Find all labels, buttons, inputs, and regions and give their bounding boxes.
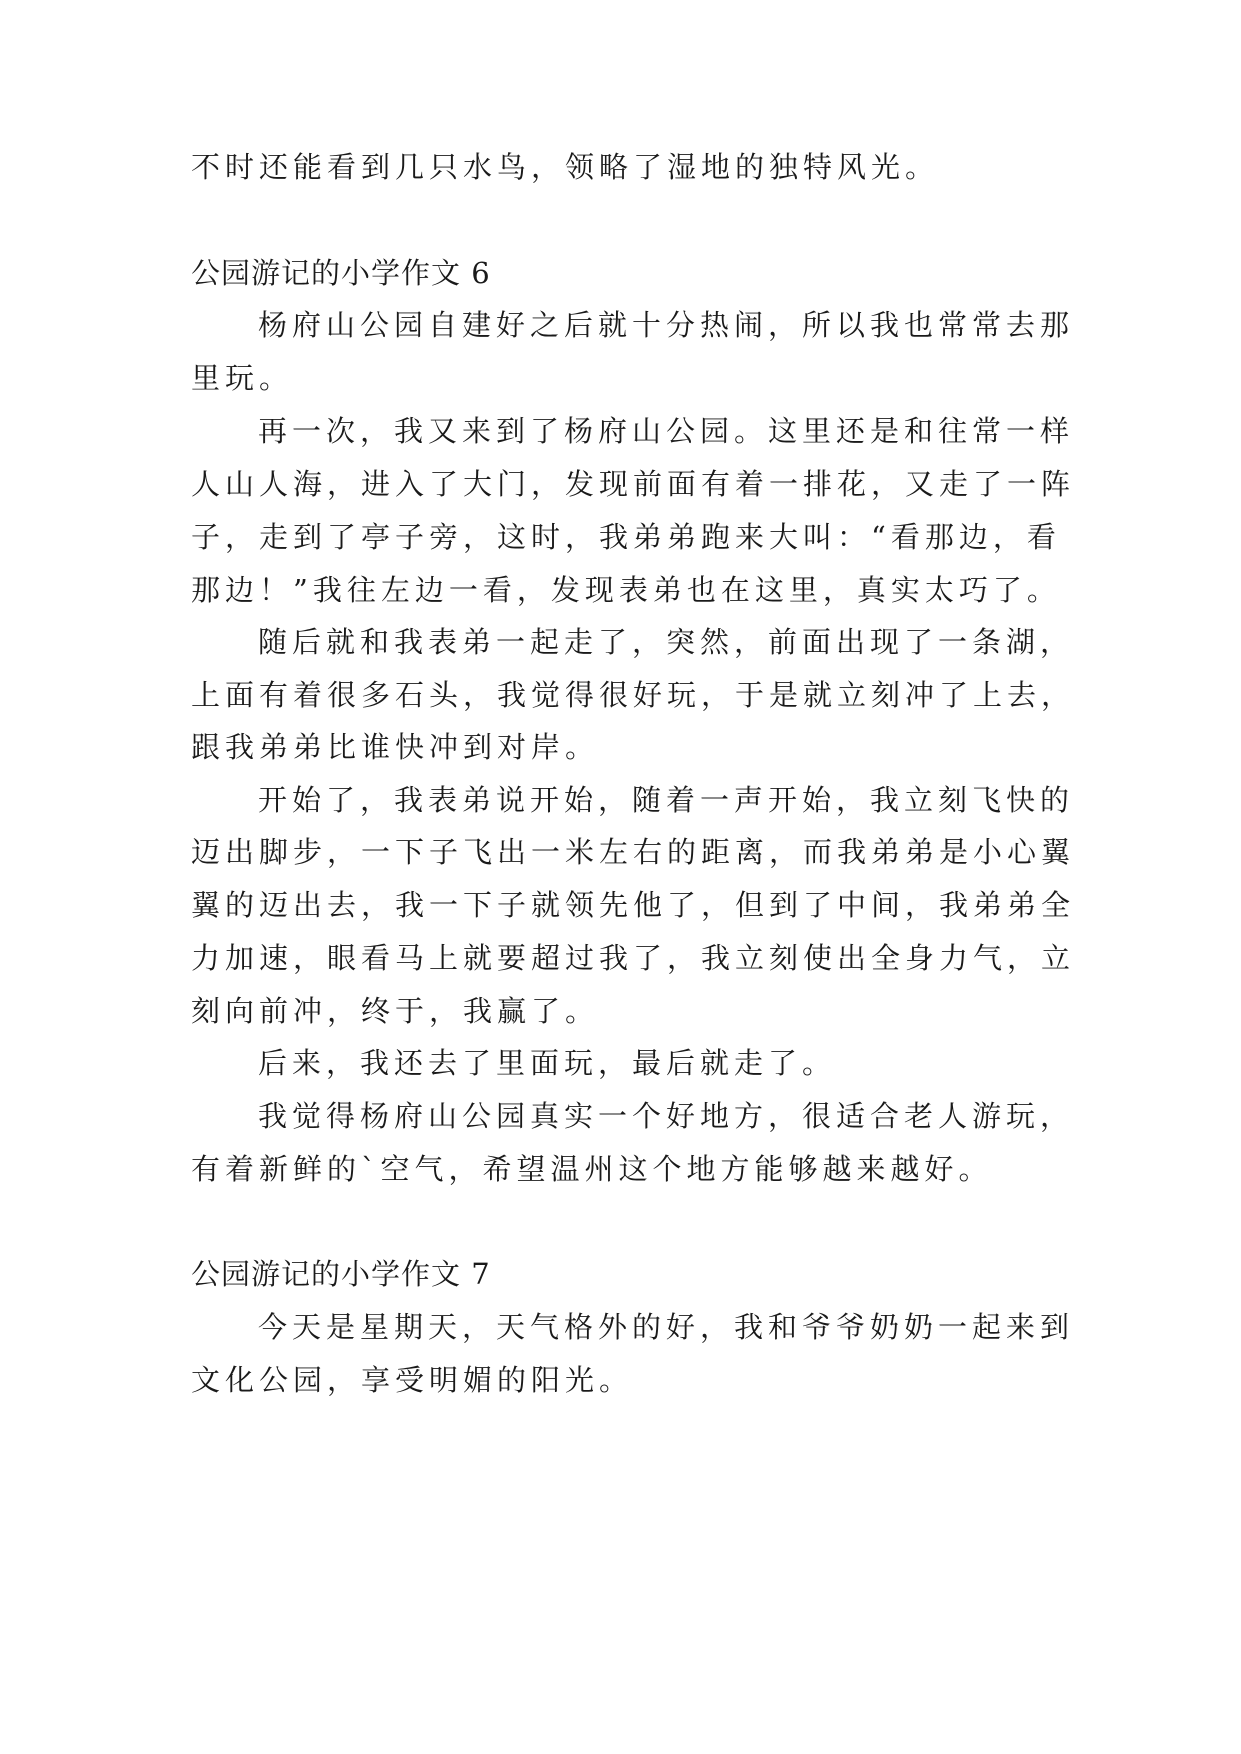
- paragraph-line: 不时还能看到几只水鸟，领略了湿地的独特风光。: [191, 150, 940, 184]
- paragraph-line: 力加速，眼看马上就要超过我了，我立刻使出全身力气，立: [191, 941, 1076, 975]
- paragraph-line: 后来，我还去了里面玩，最后就走了。: [258, 1046, 837, 1080]
- paragraph-line: 文化公园，享受明媚的阳光。: [191, 1363, 634, 1397]
- paragraph-line: 杨府山公园自建好之后就十分热闹，所以我也常常去那: [258, 308, 1075, 342]
- paragraph-line: 翼的迈出去，我一下子就领先他了，但到了中间，我弟弟全: [191, 888, 1076, 922]
- paragraph-line: 刻向前冲，终于，我赢了。: [191, 994, 600, 1028]
- paragraph-line: 跟我弟弟比谁快冲到对岸。: [191, 730, 600, 764]
- paragraph-line: 上面有着很多石头，我觉得很好玩，于是就立刻冲了上去，: [191, 678, 1076, 712]
- paragraph-line: 人山人海，进入了大门，发现前面有着一排花，又走了一阵: [191, 467, 1076, 501]
- paragraph-line: 里玩。: [191, 361, 294, 395]
- paragraph-line: 开始了，我表弟说开始，随着一声开始，我立刻飞快的: [258, 783, 1075, 817]
- paragraph-line: 随后就和我表弟一起走了，突然，前面出现了一条湖，: [258, 625, 1075, 659]
- paragraph-line: 子，走到了亭子旁，这时，我弟弟跑来大叫：“看那边，看: [191, 520, 1061, 554]
- section-heading: 公园游记的小学作文 6: [191, 256, 491, 290]
- paragraph-line: 我觉得杨府山公园真实一个好地方，很适合老人游玩，: [258, 1099, 1075, 1133]
- paragraph-line: 再一次，我又来到了杨府山公园。这里还是和往常一样: [258, 414, 1075, 448]
- paragraph-line: 今天是星期天，天气格外的好，我和爷爷奶奶一起来到: [258, 1310, 1075, 1344]
- paragraph-line: 那边！”我往左边一看，发现表弟也在这里，真实太巧了。: [191, 573, 1061, 607]
- paragraph-line: 迈出脚步，一下子飞出一米左右的距离，而我弟弟是小心翼: [191, 835, 1076, 869]
- paragraph-line: 有着新鲜的`空气，希望温州这个地方能够越来越好。: [191, 1152, 993, 1186]
- section-heading: 公园游记的小学作文 7: [191, 1257, 491, 1291]
